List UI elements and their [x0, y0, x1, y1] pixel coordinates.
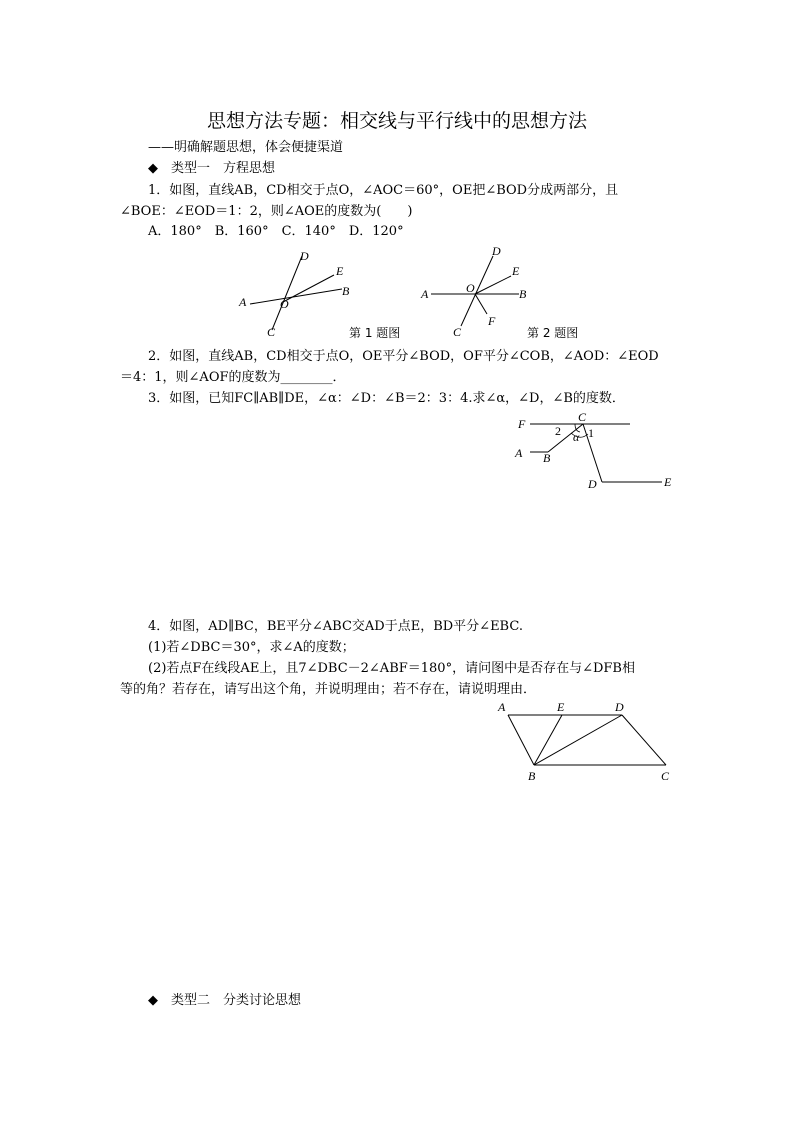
section-heading-1: ◆ 类型一 方程思想 [148, 161, 275, 176]
q1-options: A．180° B．160° C．140° D．120° [148, 224, 404, 239]
q4-line3: (2)若点F在线段AE上，且7∠DBC－2∠ABF＝180°，请问图中是否存在与∠DFB相 [148, 661, 635, 676]
fig4-label-c: C [661, 769, 670, 783]
fig3-label-c: C [578, 410, 587, 424]
fig3-label-1: 1 [588, 426, 594, 440]
fig1-label-b: B [342, 284, 350, 298]
figure-2 [415, 240, 545, 340]
fig4-label-b: B [528, 769, 536, 783]
fig3-label-d: D [588, 477, 597, 491]
figure-3 [508, 408, 683, 496]
fig1-label-d: D [300, 249, 309, 263]
fig2-label-a: A [421, 287, 429, 301]
section-heading-2: ◆ 类型二 分类讨论思想 [148, 993, 301, 1008]
fig1-label-c: C [267, 325, 276, 339]
q1-line2: ∠BOE：∠EOD＝1：2，则∠AOE的度数为( ) [120, 204, 413, 219]
fig2-label-e: E [512, 264, 520, 278]
fig1-label-e: E [336, 264, 344, 278]
fig3-label-2: 2 [555, 424, 561, 438]
fig2-label-o: O [466, 281, 475, 295]
q2-line2: ＝4：1，则∠AOF的度数为________． [120, 370, 346, 385]
fig2-label-f: F [488, 314, 496, 328]
fig3-label-e: E [664, 475, 672, 489]
q4-line1: 4．如图，AD∥BC，BE平分∠ABC交AD于点E，BD平分∠EBC. [148, 619, 523, 634]
q2-line1: 2．如图，直线AB，CD相交于点O，OE平分∠BOD，OF平分∠COB，∠AOD：∠EOD [148, 349, 659, 364]
fig1-caption: 第 1 题图 [349, 326, 401, 340]
fig2-label-c: C [453, 325, 462, 339]
fig3-label-b: B [543, 451, 551, 465]
figure-4 [490, 695, 685, 787]
q1-line1: 1．如图，直线AB，CD相交于点O，∠AOC＝60°，OE把∠BOD分成两部分，且 [148, 183, 619, 198]
fig4-label-a: A [498, 700, 506, 714]
fig2-label-d: D [492, 244, 501, 258]
q3-line1: 3．如图，已知FC∥AB∥DE，∠α：∠D：∠B＝2：3：4.求∠α，∠D，∠B的度数． [148, 391, 625, 406]
fig3-label-alpha: α [573, 430, 580, 444]
page-title: 思想方法专题：相交线与平行线中的思想方法 [206, 110, 587, 132]
fig4-label-e: E [557, 700, 565, 714]
fig1-label-a: A [239, 295, 247, 309]
fig1-label-o: O [280, 297, 289, 311]
fig2-caption: 第 2 题图 [527, 326, 579, 340]
fig3-label-a: A [515, 446, 523, 460]
fig3-label-f: F [518, 417, 526, 431]
fig2-label-b: B [519, 287, 527, 301]
q4-line2: (1)若∠DBC＝30°，求∠A的度数； [148, 640, 355, 655]
fig4-label-d: D [615, 700, 624, 714]
q4-line4: 等的角？若存在，请写出这个角，并说明理由；若不存在，请说明理由． [120, 682, 537, 697]
subtitle: ——明确解题思想，体会便捷渠道 [148, 140, 344, 155]
